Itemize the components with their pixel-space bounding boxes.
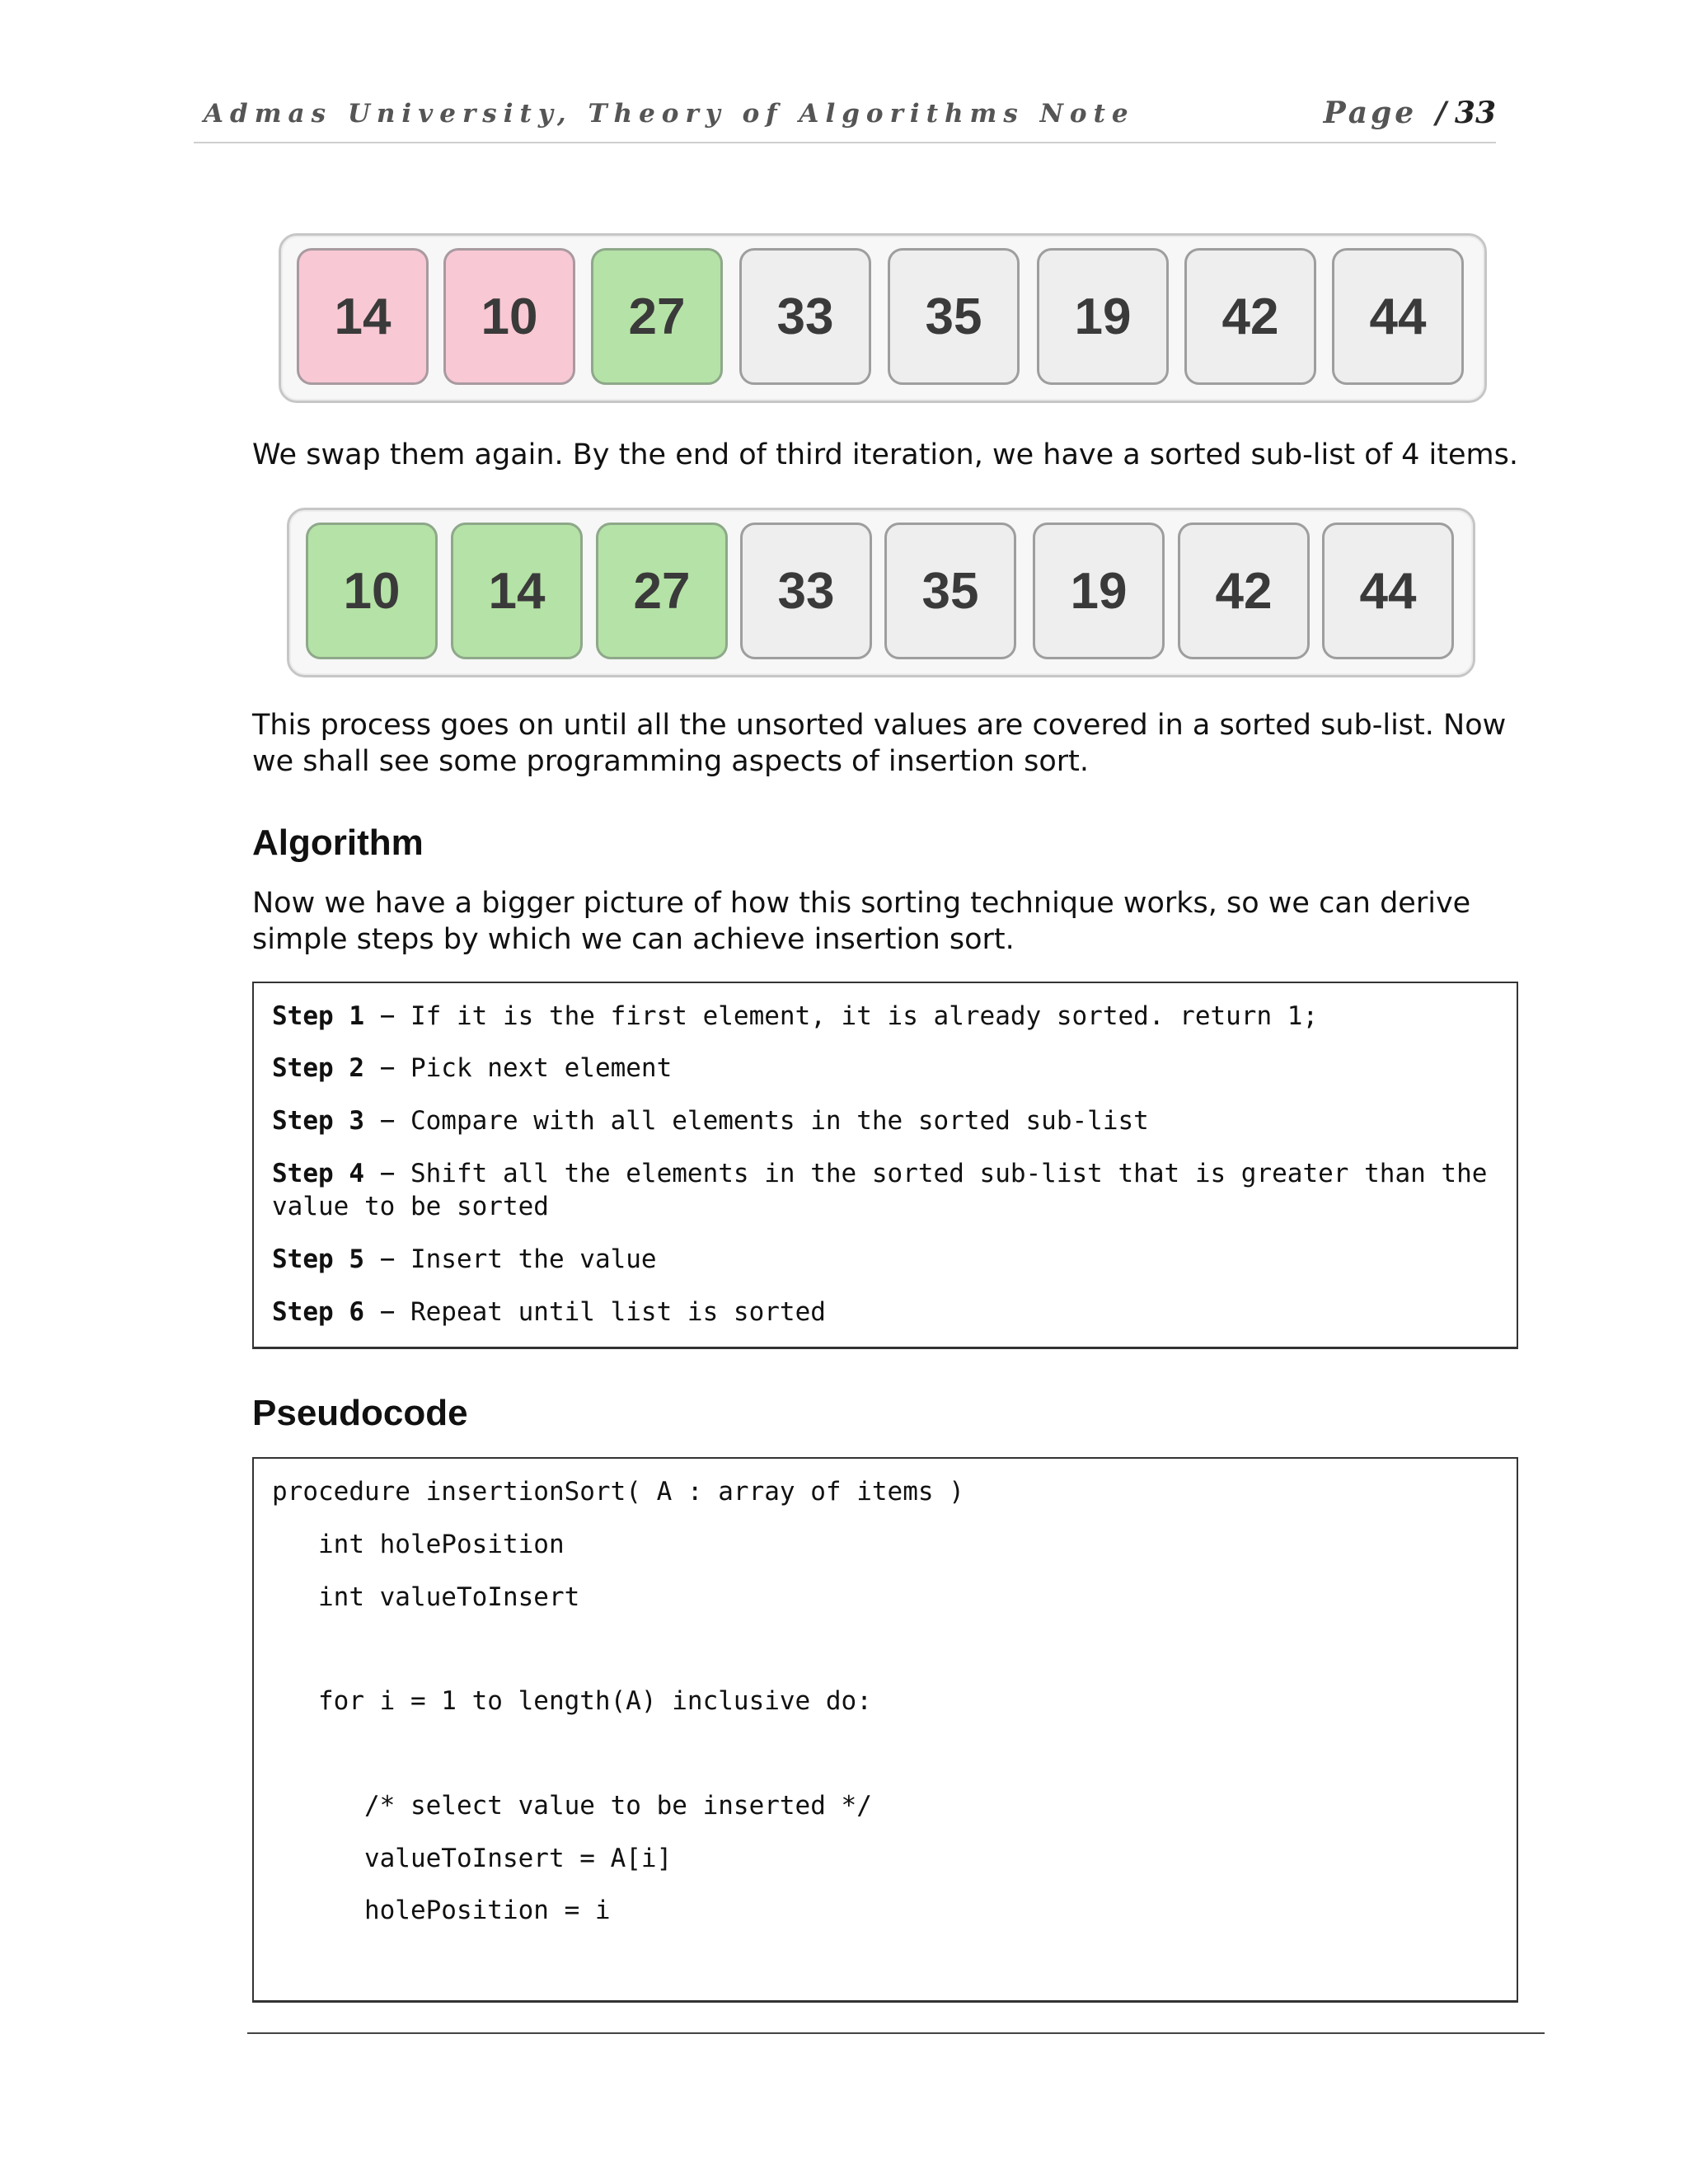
page-number-label — [1324, 96, 1496, 130]
code-line: procedure insertionSort( A : array of items ) — [272, 1477, 964, 1507]
code-line: for i = 1 to length(A) inclusive do: — [272, 1686, 872, 1716]
array-figure-1 — [279, 233, 1487, 403]
code-line: /* select value to be inserted */ — [272, 1791, 872, 1821]
code-line: int holePosition — [272, 1530, 565, 1559]
array-cell: 10 — [306, 523, 438, 659]
pseudocode-heading: Pseudocode — [252, 1393, 468, 1433]
step-line: Step 2 − Pick next element — [272, 1053, 673, 1083]
array-figure-2 — [287, 508, 1475, 677]
array-cell: 35 — [888, 248, 1020, 385]
step-line: Step 6 − Repeat until list is sorted — [272, 1297, 826, 1327]
page-bottom-rule — [247, 2032, 1545, 2034]
algorithm-intro: Now we have a bigger picture of how this sorting technique works, so we can derive simple steps by which we can achieve insertion sort. — [252, 887, 1471, 956]
page-header — [194, 96, 1496, 143]
step-line: Step 3 − Compare with all elements in the sorted sub-list — [272, 1106, 1149, 1136]
code-line: int valueToInsert — [272, 1582, 580, 1612]
step-line: Step 4 − Shift all the elements in the sorted sub-list that is greater than the — [272, 1159, 1488, 1188]
page-label: Page — [1323, 96, 1418, 130]
array-cell: 27 — [591, 248, 723, 385]
step-line: value to be sorted — [272, 1192, 549, 1221]
algorithm-heading: Algorithm — [252, 823, 424, 863]
array-cell: 14 — [297, 248, 429, 385]
paragraph-swap: We swap them again. By the end of third iteration, we have a sorted sub-list of 4 items. — [252, 438, 1518, 471]
array-cell: 19 — [1037, 248, 1169, 385]
array-cell: 14 — [451, 523, 583, 659]
array-cell: 10 — [443, 248, 575, 385]
array-cell: 44 — [1332, 248, 1464, 385]
array-cell: 27 — [596, 523, 728, 659]
array-cell: 33 — [739, 248, 871, 385]
code-line: valueToInsert = A[i] — [272, 1844, 673, 1873]
code-line: holePosition = i — [272, 1896, 611, 1925]
page-number: 33 — [1454, 96, 1496, 130]
page-separator: / — [1435, 96, 1450, 130]
pseudocode-box — [252, 1457, 1518, 2003]
array-cell: 42 — [1184, 248, 1316, 385]
algorithm-steps-box — [252, 982, 1518, 1349]
header-title: Admas University, Theory of Algorithms Note — [204, 99, 1135, 129]
array-cell: 35 — [884, 523, 1016, 659]
array-cell: 44 — [1322, 523, 1454, 659]
array-cell: 19 — [1033, 523, 1165, 659]
paragraph-process: This process goes on until all the unsorted values are covered in a sorted sub-list. Now we shall see some programming aspects of insertion sort. — [252, 709, 1507, 778]
step-line: Step 5 − Insert the value — [272, 1244, 657, 1274]
step-line: Step 1 − If it is the first element, it is already sorted. return 1; — [272, 1001, 1319, 1031]
array-cell: 42 — [1178, 523, 1310, 659]
array-cell: 33 — [740, 523, 872, 659]
